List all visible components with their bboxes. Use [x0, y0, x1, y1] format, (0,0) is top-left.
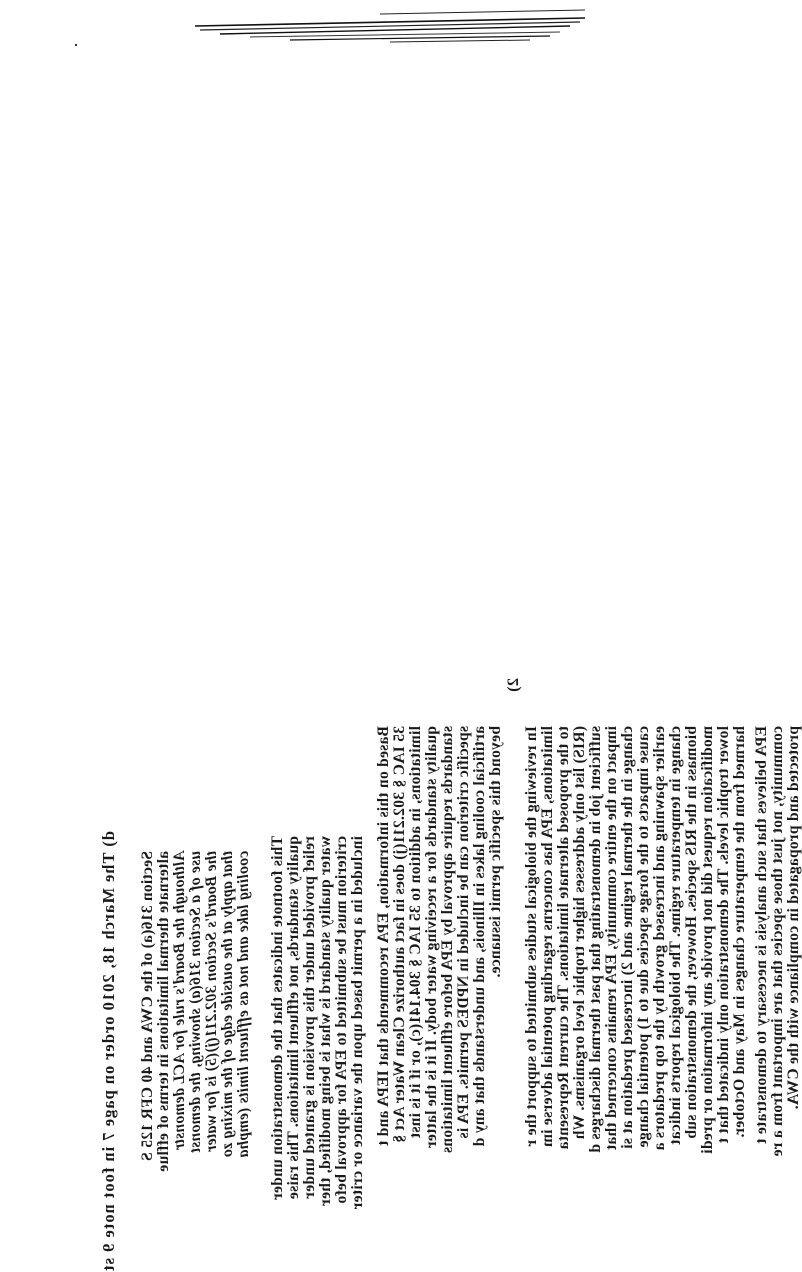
review-line: limitations, EPA has concerns regarding potential adverse im: [539, 726, 556, 1148]
review-line: cause impacts to the forage species due to 1) potential change: [635, 726, 652, 1148]
based-line: Based on this information, EPA recommends that IEPA and t: [375, 726, 392, 1147]
review-line: impact on the entire community, EPA remains concerned that: [603, 726, 620, 1151]
section316-line: alternate thermal limitations in terms of efflue: [155, 851, 172, 1172]
review-line: to the proposed alternate limitations. The current Representa: [555, 726, 572, 1150]
based-line: specific criterion can be included in NPDES permits. EPA is: [455, 726, 472, 1139]
speck: [75, 44, 77, 46]
review-line: (RIS) list only addresses higher trophic level organisms. Wh: [571, 726, 588, 1140]
section316-line: use of a Section 316(a) showing, the demonst: [187, 851, 204, 1153]
review-line: biomass in the RIS species. However, the demonstration sub: [683, 726, 700, 1139]
footnote-line: criterion must be submitted to EPA for approval befo: [333, 836, 350, 1204]
believes-line: EPA believes that such analysis is necessary to demonstrate t: [753, 726, 770, 1144]
footnote-line: relief provided under this provision is granted under: [301, 836, 318, 1200]
section316-line: that apply at the outside edge of the mixing zo: [219, 851, 236, 1158]
based-line: limitations, in addition to 35 IAC § 304.141(c), or if it is inst: [407, 726, 424, 1139]
based-line: 35 IAC § 302.211(j) does in fact authorize Clean Water Act §: [391, 726, 408, 1143]
review-line: change in the thermal regime and 2) increased predation at si: [619, 726, 636, 1150]
section316-line: Although the Board's rule for ACL demonstr: [171, 851, 188, 1151]
footnote-line: water quality standard is what is being modified, ther: [317, 836, 334, 1207]
rotated-text-page: [99, 586, 802, 1272]
section316-line: the Board's Section 302.211(j)(5) is for water: [203, 851, 220, 1152]
believes-line: protected and propagated in compliance with the CWA.: [785, 726, 802, 1110]
based-line: standards require approval by EPA before effluent limitations: [439, 726, 456, 1154]
review-line: In reviewing the biological studies submitted to support the r: [523, 726, 540, 1147]
item-2-number: 2): [505, 678, 522, 693]
review-line: harmed from the temperature changes in May and October.: [731, 726, 748, 1138]
review-line: sufficient job in demonstrating that past thermal discharges d: [587, 726, 604, 1153]
based-line: artificial cooling lakes in Illinois, and understands that any d: [471, 726, 488, 1147]
review-line: lower trophic levels. The demonstration only indicated that t: [715, 726, 732, 1144]
review-line: change in temperature regime. The biological reports indicat: [667, 726, 684, 1145]
section316-line: cooling lake and not as effluent limits (empha: [235, 851, 252, 1158]
review-line: earlier spawning and increased growth by the top predators a: [651, 726, 668, 1151]
based-line: beyond this specific permit issuance.: [487, 726, 504, 978]
based-line: quality standards for a receiving water body. If it is the latter: [423, 726, 440, 1149]
item-d-heading: d) The March 18, 2010 order on page 7 in foot note 9 st: [99, 831, 118, 1272]
section316-line: Section 316(a) of the CWA and 40 CFR 125 S: [139, 851, 156, 1162]
footnote-line: This footnote indicates that the demonstration under: [269, 836, 286, 1201]
footnote-line: quality standards, not effluent limitations. This raise: [285, 836, 302, 1200]
review-line: modification request did not provide any information or predi: [699, 726, 716, 1154]
redaction-scribble: [190, 6, 590, 48]
believes-line: community, not just those species that are important from a re: [769, 726, 786, 1157]
footnote-line: included in a permit based upon the variance or criter: [349, 836, 366, 1210]
